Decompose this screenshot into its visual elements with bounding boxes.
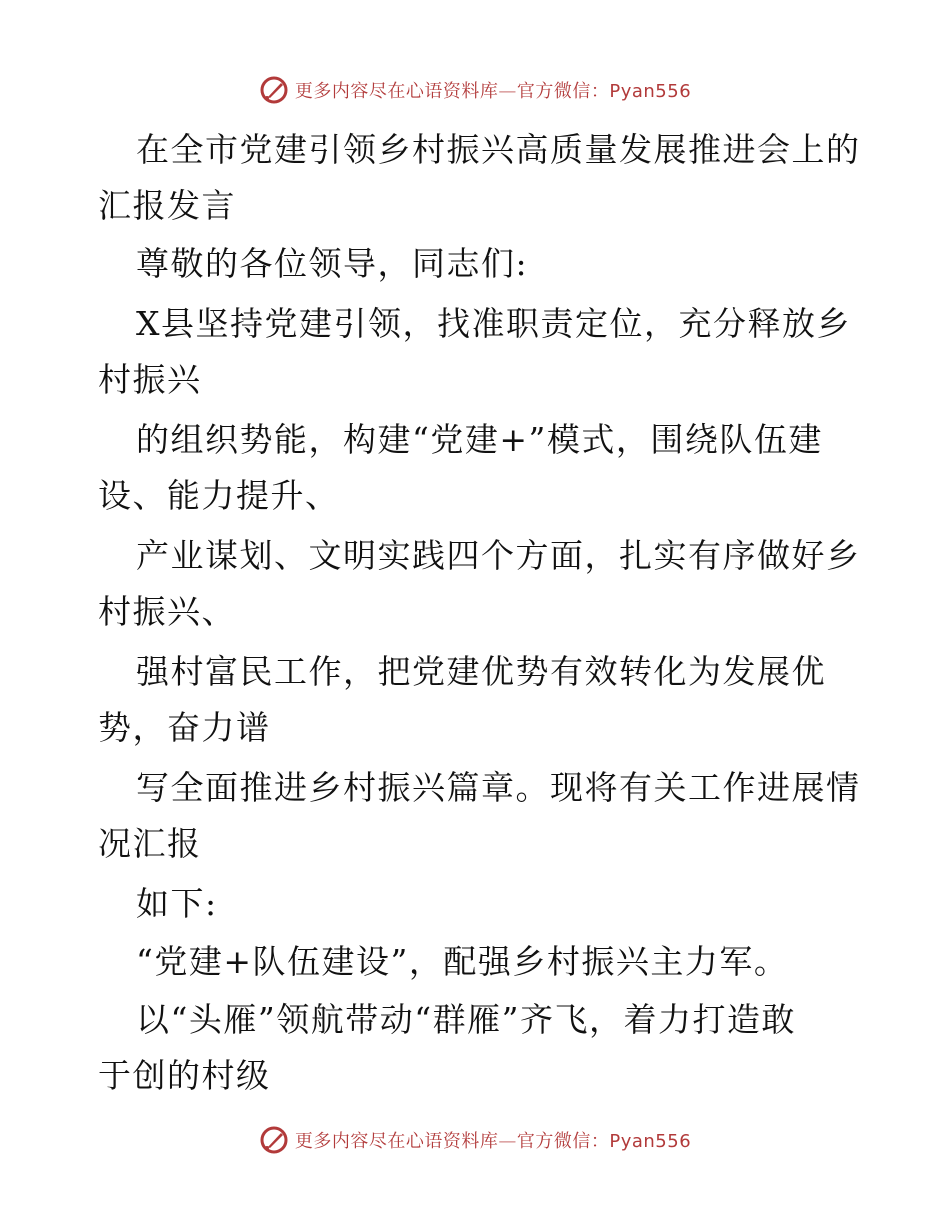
paragraph-line: 强村富民工作，把党建优势有效转化为发展优 (136, 652, 826, 691)
footer-watermark-banner (0, 1120, 950, 1160)
section-heading: “党建+队伍建设”，配强乡村振兴主力军。 (136, 942, 789, 981)
paragraph-line: 如下: (136, 884, 218, 923)
paragraph-line: 势，奋力谱 (98, 708, 271, 747)
paragraph-line: 以“头雁”领航带动“群雁”齐飞，着力打造敢 (136, 1000, 796, 1039)
paragraph-line: 村振兴 (98, 360, 202, 399)
watermark-text: 更多内容尽在心语资料库—官方微信：Pyan556 (294, 1131, 692, 1152)
paragraph-line: 写全面推进乡村振兴篇章。现将有关工作进展情 (136, 768, 861, 807)
paragraph-line: 于创的村级 (98, 1056, 271, 1095)
watermark-text: 更多内容尽在心语资料库—官方微信：Pyan556 (294, 81, 692, 102)
logo-quill-icon (259, 75, 289, 105)
logo-quill-icon (259, 1125, 289, 1155)
salutation: 尊敬的各位领导，同志们: (136, 244, 529, 283)
paragraph-line: 村振兴、 (98, 592, 236, 631)
title-line-1: 在全市党建引领乡村振兴高质量发展推进会上的 (136, 130, 861, 169)
paragraph-line: X县坚持党建引领，找准职责定位，充分释放乡 (136, 304, 851, 343)
paragraph-line: 的组织势能，构建“党建+”模式，围绕队伍建 (136, 420, 823, 459)
paragraph-line: 设、能力提升、 (98, 476, 340, 515)
paragraph-line: 况汇报 (98, 824, 202, 863)
header-watermark-banner (0, 70, 950, 110)
paragraph-line: 产业谋划、文明实践四个方面，扎实有序做好乡 (136, 536, 861, 575)
title-line-2: 汇报发言 (98, 186, 236, 225)
